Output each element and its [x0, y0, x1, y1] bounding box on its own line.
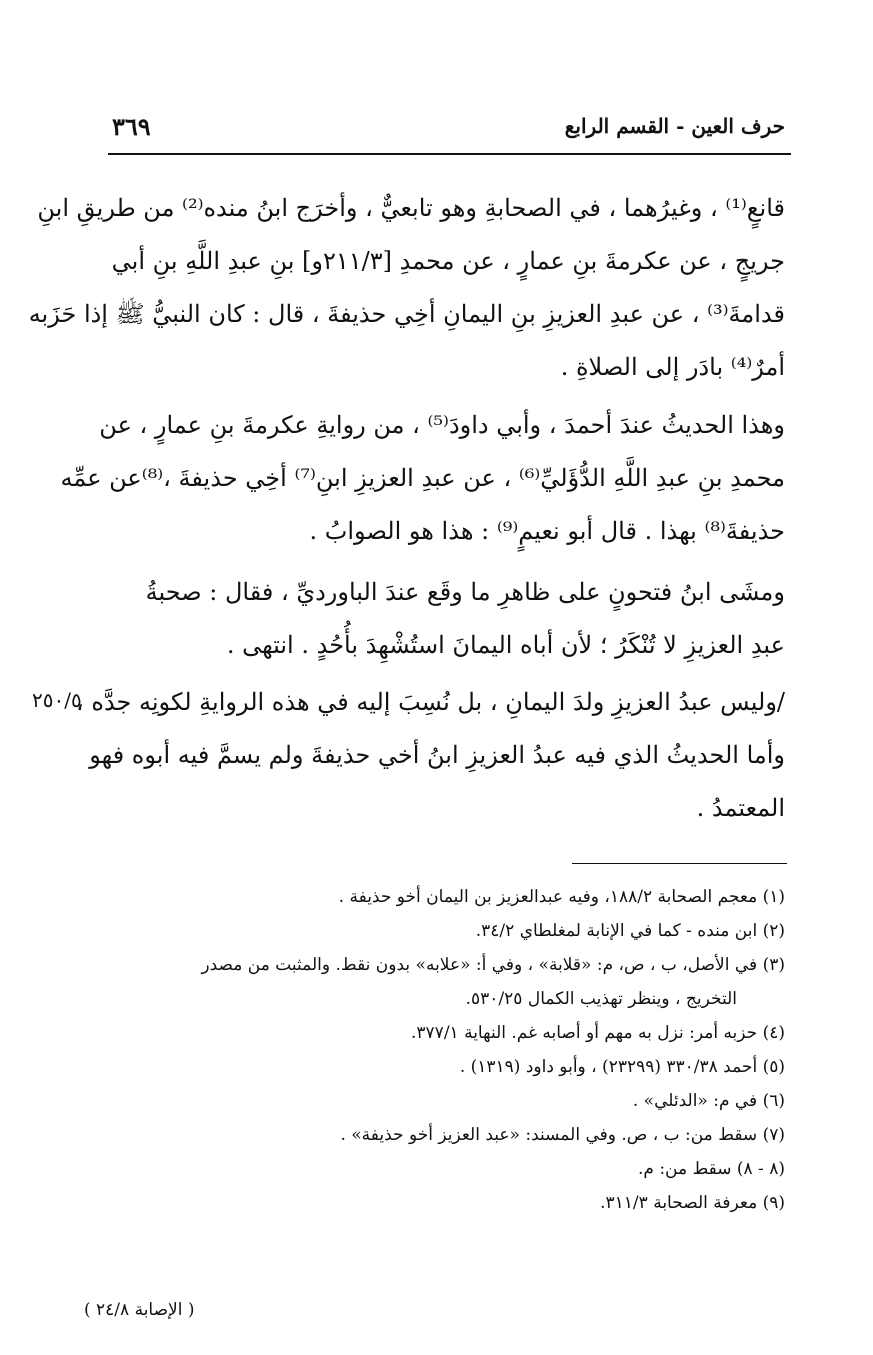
text-line: أمرٌ⁽⁴⁾ بادَر إلى الصلاةِ . — [560, 353, 785, 381]
footnote-1: (١) معجم الصحابة ١٨٨/٢، وفيه عبدالعزيز بن اليمان أخو حذيفة . — [338, 887, 785, 907]
footnote-6: (٦) في م: «الدئلي» . — [632, 1091, 785, 1111]
body-paragraph-2 — [60, 399, 785, 558]
footnote-8: (٨ - ٨) سقط من: م. — [637, 1159, 785, 1179]
margin-note: ٢٥٠/٥ — [32, 688, 82, 712]
text-line: /وليس عبدُ العزيزِ ولدَ اليمانِ ، بل نُسِبَ إليه في هذه الروايةِ لكونِه جدَّه ، — [76, 688, 785, 716]
text-line: حذيفةَ⁽⁸⁾ بهذا . قال أبو نعيمٍ⁽⁹⁾ : هذا هو الصوابُ . — [309, 517, 785, 545]
edition-mark: ( الإصابة ٢٤/٨ ) — [84, 1300, 195, 1320]
footnote-7: (٧) سقط من: ب ، ص. وفي المسند: «عبد العزيز أخو حذيفة» . — [340, 1125, 785, 1145]
header-rule — [108, 153, 791, 155]
text-line: ومشَى ابنُ فتحونٍ على ظاهرِ ما وقَع عندَ الباورديِّ ، فقال : صحبةُ — [145, 578, 785, 606]
footnote-rule — [572, 863, 787, 864]
footnote-5: (٥) أحمد ٣٣٠/٣٨ (٢٣٢٩٩) ، وأبو داود (١٣١٩) . — [459, 1057, 785, 1077]
text-line: قانعٍ⁽¹⁾ ، وغيرُهما ، في الصحابةِ وهو تابعيٌّ ، وأخرَج ابنُ منده⁽²⁾ من طريقِ ابنِ — [37, 194, 785, 222]
footnote-2: (٢) ابن منده - كما في الإنابة لمغلطاي ٣٤/٢. — [475, 921, 785, 941]
page-number: ٣٦٩ — [112, 112, 151, 141]
body-paragraph-3 — [103, 566, 785, 672]
footnotes — [103, 880, 785, 1220]
running-head: حرف العين - القسم الرابع — [564, 114, 785, 138]
text-line: محمدِ بنِ عبدِ اللَّهِ الدُّؤَليِّ⁽⁶⁾ ، عن عبدِ العزيزِ ابنِ⁽⁷⁾ أخِي حذيفةَ ،⁽⁸⁾عن عمِّه — [60, 464, 785, 492]
body-paragraph-1 — [28, 182, 785, 394]
text-line: وهذا الحديثُ عندَ أحمدَ ، وأبي داودَ⁽⁵⁾ ، من روايةِ عكرمةَ بنِ عمارٍ ، عن — [99, 411, 785, 439]
text-line: قدامةَ⁽³⁾ ، عن عبدِ العزيزِ بنِ اليمانِ أخِي حذيفةَ ، قال : كان النبيُّ ﷺ إذا حَزَبه — [28, 300, 785, 328]
footnote-9: (٩) معرفة الصحابة ٣١١/٣. — [600, 1193, 785, 1213]
body-paragraph-4 — [76, 676, 785, 835]
footnote-3-continuation: التخريج ، وينظر تهذيب الكمال ٥٣٠/٢٥. — [465, 989, 737, 1009]
text-line: جريجٍ ، عن عكرمةَ بنِ عمارٍ ، عن محمدِ [٢١١/٣و] بنِ عبدِ اللَّهِ بنِ أبي — [111, 247, 785, 275]
footnote-3: (٣) في الأصل، ب ، ص، م: «قلابة» ، وفي أ: «علابه» بدون نقط. والمثبت من مصدر — [201, 955, 785, 975]
text-line: المعتمدُ . — [696, 794, 785, 822]
footnote-4: (٤) حزبه أمر: نزل به مهم أو أصابه غم. النهاية ٣٧٧/١. — [411, 1023, 785, 1043]
text-line: وأما الحديثُ الذي فيه عبدُ العزيزِ ابنُ أخي حذيفةَ ولم يسمَّ فيه أبوه فهو — [89, 741, 785, 769]
text-line: عبدِ العزيزِ لا تُنْكَرُ ؛ لأن أباه اليمانَ استُشْهِدَ بأُحُدٍ . انتهى . — [226, 631, 785, 659]
